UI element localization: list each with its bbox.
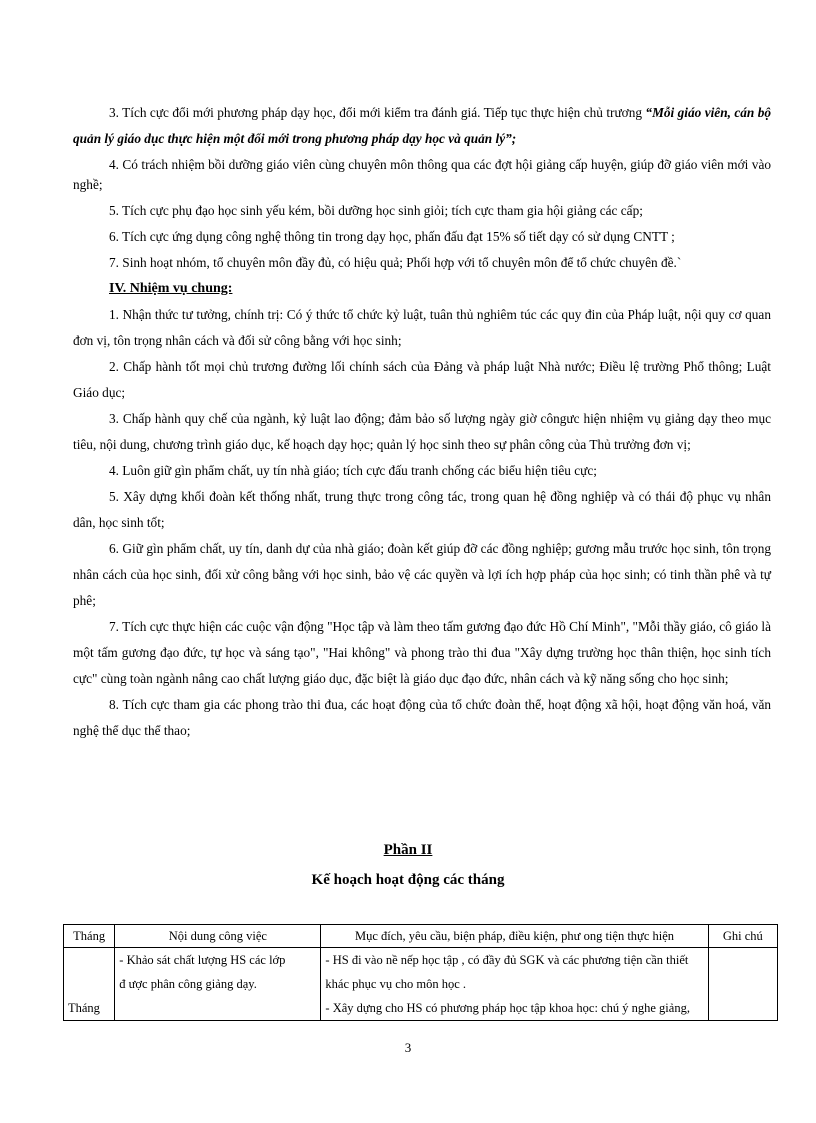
purpose-line: khác phục vụ cho môn học . [325,977,467,991]
duty-item-8: 8. Tích cực tham gia các phong trào thi đua, các hoạt động của tổ chức đoàn thể, hoạt động xã hội, hoạt động văn hoá, văn nghệ thể dục thể thao; [73,697,771,738]
paragraph-item-3 [73,100,771,152]
cell-content [115,948,321,1021]
item-3-text: 3. Tích cực đổi mới phương pháp dạy học, đổi mới kiểm tra đánh giá. Tiếp tục thực hiện chủ trương [109,105,646,120]
duty-item-2: 2. Chấp hành tốt mọi chủ trương đường lối chính sách của Đảng và pháp luật Nhà nước; Điều lệ trường Phổ thông; Luật Giáo dục; [73,359,771,400]
header-month: Tháng [64,925,115,948]
body-text [73,100,771,744]
duty-item-3: 3. Chấp hành quy chế của ngành, kỷ luật lao động; đảm bảo số lượng ngày giờ côngưc hiện nhiệm vụ giảng dạy theo mục tiêu, nội dung, chương trình giáo dục, kế hoạch dạy học; quản lý học sinh theo sự phân công của Thủ trưởng đơn vị; [73,411,771,452]
purpose-line: - HS đi vào nề nếp học tập , có đầy đủ SGK và các phương tiện cần thiết [325,953,689,967]
cell-purpose [321,948,708,1021]
header-purpose: Mục đích, yêu cầu, biện pháp, điều kiện, phư ong tiện thực hiện [321,925,708,948]
purpose-line: - Xây dựng cho HS có phương pháp học tập khoa học: chú ý nghe giảng, [325,1001,690,1015]
duty-item-1: 1. Nhận thức tư tưởng, chính trị: Có ý thức tổ chức kỷ luật, tuân thủ nghiêm túc các quy đin của Pháp luật, nội quy cơ quan đơn vị, tôn trọng nhân cách và đối sử công bằng với học sinh; [73,307,771,348]
content-line: đ ược phân công giảng dạy. [119,977,257,991]
section-heading: IV. Nhiệm vụ chung: [109,281,233,296]
header-content: Nội dung công việc [115,925,321,948]
monthly-plan-table [63,924,778,1021]
table-row [64,948,778,1021]
paragraph-item-6: 6. Tích cực ứng dụng công nghệ thông tin trong dạy học, phấn đấu đạt 15% số tiết dạy có sử dụng CNTT ; [109,229,675,244]
paragraph-item-5: 5. Tích cực phụ đạo học sinh yếu kém, bồi dưỡng học sinh giỏi; tích cực tham gia hội giảng các cấp; [109,203,643,218]
cell-month: Tháng [64,948,115,1021]
header-note: Ghi chú [708,925,777,948]
paragraph-item-4: 4. Có trách nhiệm bồi dưỡng giáo viên cùng chuyên môn thông qua các đợt hội giảng cấp huyện, giúp đỡ giáo viên mới vào nghề; [73,157,771,192]
part-subtitle: Kế hoạch hoạt động các tháng [311,872,505,888]
page-number: 3 [404,1040,412,1055]
cell-note [708,948,777,1021]
item-3-tail: ; [511,131,517,146]
table-header-row [64,925,778,948]
duty-item-6: 6. Giữ gìn phẩm chất, uy tín, danh dự của nhà giáo; đoàn kết giúp đỡ các đồng nghiệp; gương mẫu trước học sinh, tôn trọng nhân cách của học sinh, đối xử công bằng với học sinh, bảo vệ các quyền và lợi ích hợp pháp của học sinh; có tinh thần phê và tự phê; [73,541,771,608]
paragraph-item-7: 7. Sinh hoạt nhóm, tổ chuyên môn đầy đủ, có hiệu quả; Phối hợp với tổ chuyên môn để tổ chức chuyên đề.` [109,255,682,270]
part-title: Phần II [383,842,433,858]
content-line: - Khảo sát chất lượng HS các lớp [119,953,286,967]
duty-item-5: 5. Xây dựng khối đoàn kết thống nhất, trung thực trong công tác, trong quan hệ đồng nghiệp và có thái độ phục vụ nhân dân, học sinh tốt; [73,489,771,530]
duty-item-7: 7. Tích cực thực hiện các cuộc vận động "Học tập và làm theo tấm gương đạo đức Hồ Chí Minh", "Mỗi thầy giáo, cô giáo là một tấm gương đạo đức, tự học và sáng tạo", "Hai không" và phong trào thi đua "Xây dựng trường học thân thiện, học sinh tích cực" cùng toàn ngành nâng cao chất lượng giáo dục, đặc biệt là giáo dục đạo đức, nhân cách và kỹ năng sống cho học sinh; [73,619,771,686]
item-3-emphasis: “Mỗi giáo viên, cán bộ quản lý giáo dục thực hiện một đổi mới trong phương pháp dạy học và quản lý” [73,105,771,146]
duty-item-4: 4. Luôn giữ gìn phẩm chất, uy tín nhà giáo; tích cực đấu tranh chống các biểu hiện tiêu cực; [109,463,597,478]
